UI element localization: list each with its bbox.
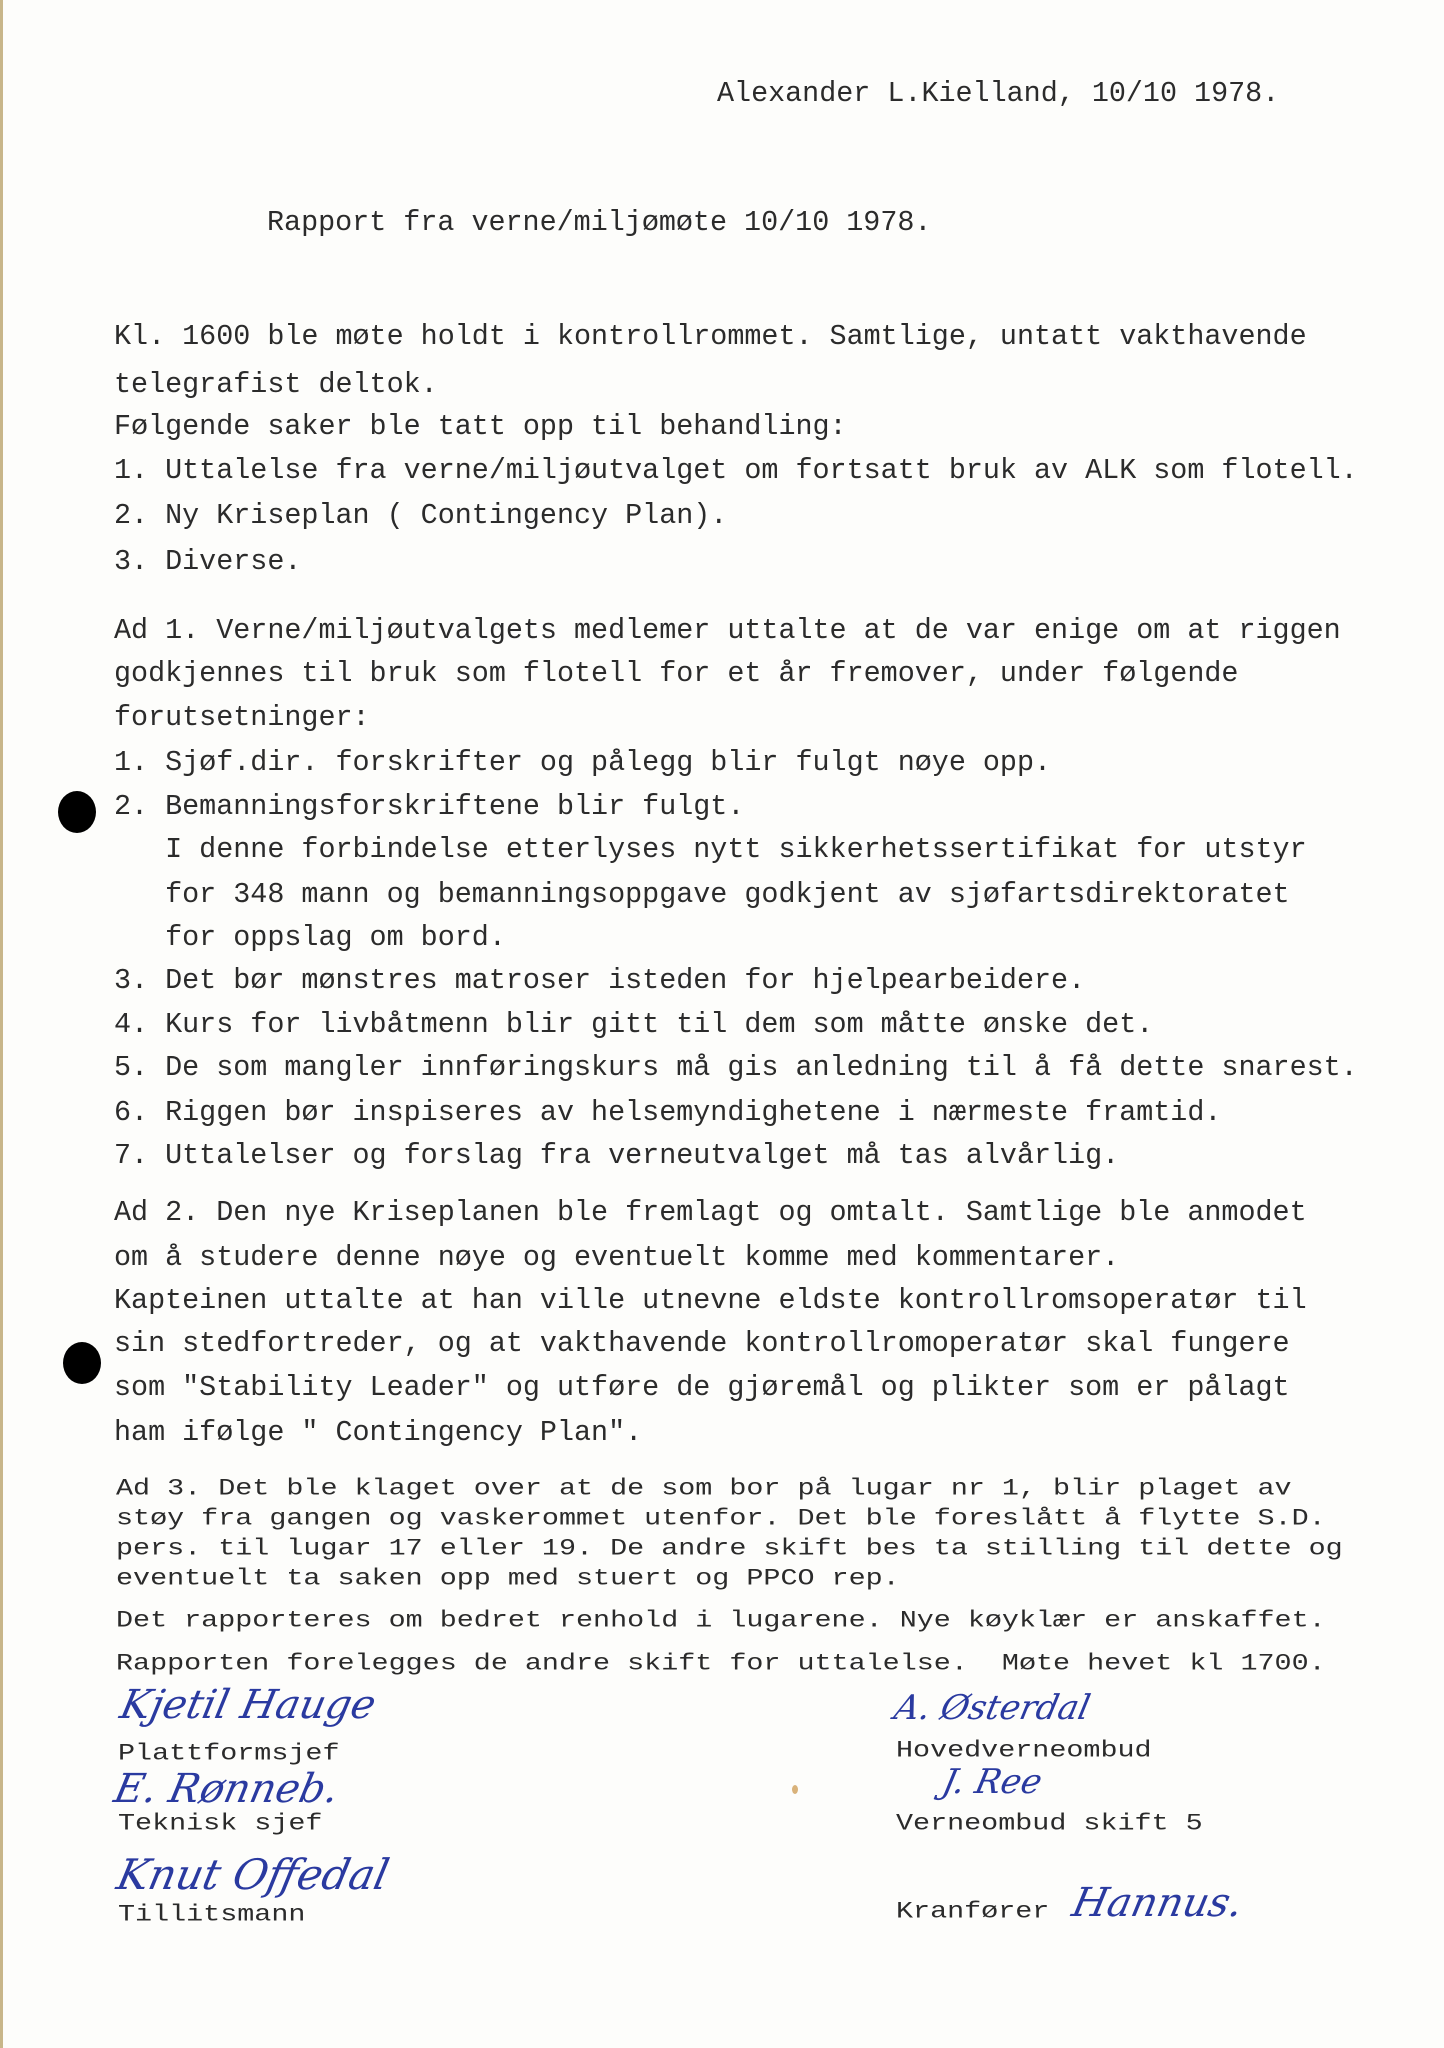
ad1-item: I denne forbindelse etterlyses nytt sikkerhetssertifikat for utstyr bbox=[114, 833, 1307, 866]
agenda-item: 2. Ny Kriseplan ( Contingency Plan). bbox=[114, 499, 728, 532]
signature: Knut Offedal bbox=[112, 1850, 394, 1899]
signature: A. Østerdal bbox=[890, 1688, 1094, 1728]
ad2-line: Ad 2. Den nye Kriseplanen ble fremlagt og omtalt. Samtlige ble anmodet bbox=[114, 1196, 1307, 1229]
ad2-line: Kapteinen uttalte at han ville utnevne eldste kontrollromsoperatør til bbox=[114, 1284, 1307, 1317]
closing-line: Det rapporteres om bedret renhold i lugarene. Nye køyklær er anskaffet. bbox=[116, 1607, 1326, 1635]
ad3-line: eventuelt ta saken opp med stuert og PPCO rep. bbox=[116, 1565, 900, 1593]
ad1-item: 3. Det bør mønstres matroser isteden for hjelpearbeidere. bbox=[114, 964, 1086, 997]
signatory-title: Hovedverneombud bbox=[896, 1737, 1152, 1765]
ad1-item: 7. Uttalelser og forslag fra verneutvalget må tas alvårlig. bbox=[114, 1139, 1120, 1172]
ad1-item: 6. Riggen bør inspiseres av helsemyndighetene i nærmeste framtid. bbox=[114, 1096, 1222, 1129]
ad1-item: 5. De som mangler innføringskurs må gis anledning til å få dette snarest. bbox=[114, 1051, 1358, 1084]
ad1-item: 1. Sjøf.dir. forskrifter og pålegg blir fulgt nøye opp. bbox=[114, 746, 1052, 779]
intro-line: telegrafist deltok. bbox=[114, 368, 438, 401]
stain bbox=[792, 1785, 798, 1794]
ad3-line: pers. til lugar 17 eller 19. De andre skift bes ta stilling til dette og bbox=[116, 1535, 1343, 1563]
intro-line: Kl. 1600 ble møte holdt i kontrollrommet. Samtlige, untatt vakthavende bbox=[114, 320, 1307, 353]
ad2-line: ham ifølge " Contingency Plan". bbox=[114, 1416, 643, 1449]
punch-hole-icon bbox=[63, 1342, 101, 1384]
punch-hole-icon bbox=[58, 791, 96, 833]
signatory-title: Verneombud skift 5 bbox=[896, 1810, 1203, 1838]
signature: E. Rønneb. bbox=[110, 1766, 343, 1812]
intro-line: Følgende saker ble tatt opp til behandling: bbox=[114, 410, 847, 443]
signature: J. Ree bbox=[938, 1762, 1046, 1802]
agenda-item: 1. Uttalelse fra verne/miljøutvalget om fortsatt bruk av ALK som flotell. bbox=[114, 454, 1358, 487]
signatory-title: Tillitsmann bbox=[118, 1901, 306, 1929]
header-date: Alexander L.Kielland, 10/10 1978. bbox=[717, 77, 1280, 110]
ad1-line: Ad 1. Verne/miljøutvalgets medlemer uttalte at de var enige om at riggen bbox=[114, 614, 1341, 647]
signatory-title: Teknisk sjef bbox=[118, 1810, 323, 1838]
closing-line: Rapporten forelegges de andre skift for uttalelse. Møte hevet kl 1700. bbox=[116, 1650, 1326, 1678]
report-title: Rapport fra verne/miljømøte 10/10 1978. bbox=[267, 206, 932, 239]
signatory-title: Kranfører bbox=[896, 1898, 1050, 1926]
ad1-line: forutsetninger: bbox=[114, 701, 370, 734]
ad3-line: Ad 3. Det ble klaget over at de som bor på lugar nr 1, blir plaget av bbox=[116, 1475, 1292, 1503]
signature: Hannus. bbox=[1068, 1880, 1248, 1926]
ad3-line: støy fra gangen og vaskerommet utenfor. Det ble foreslått å flytte S.D. bbox=[116, 1505, 1326, 1533]
ad1-line: godkjennes til bruk som flotell for et år fremover, under følgende bbox=[114, 657, 1239, 690]
signature: Kjetil Hauge bbox=[116, 1682, 380, 1728]
ad2-line: sin stedfortreder, og at vakthavende kontrollromoperatør skal fungere bbox=[114, 1327, 1290, 1360]
ad1-item: 2. Bemanningsforskriftene blir fulgt. bbox=[114, 790, 745, 823]
signatory-title: Plattformsjef bbox=[118, 1740, 340, 1768]
ad2-line: som "Stability Leader" og utføre de gjøremål og plikter som er pålagt bbox=[114, 1371, 1290, 1404]
ad2-line: om å studere denne nøye og eventuelt komme med kommentarer. bbox=[114, 1241, 1120, 1274]
agenda-item: 3. Diverse. bbox=[114, 545, 302, 578]
ad1-item: for oppslag om bord. bbox=[114, 921, 506, 954]
ad1-item: for 348 mann og bemanningsoppgave godkjent av sjøfartsdirektoratet bbox=[114, 878, 1290, 911]
ad1-item: 4. Kurs for livbåtmenn blir gitt til dem som måtte ønske det. bbox=[114, 1008, 1154, 1041]
